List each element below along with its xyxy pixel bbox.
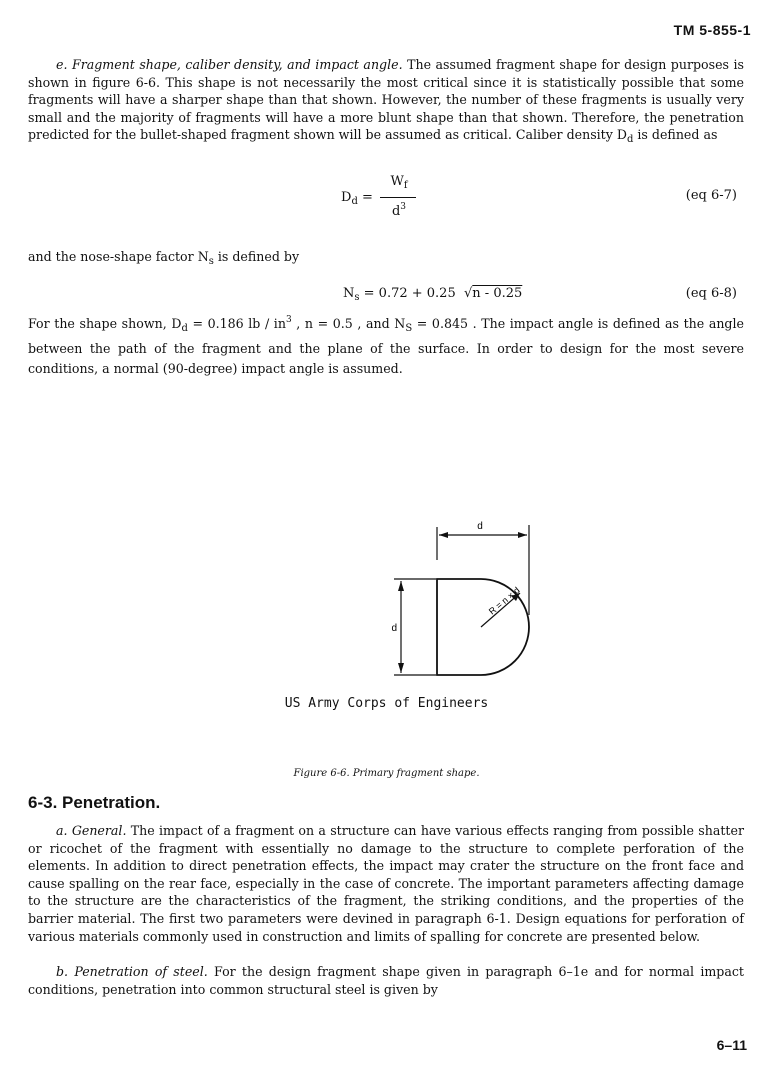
radical-sign: √ xyxy=(464,286,473,301)
top-dimension-label: d xyxy=(477,521,483,532)
paragraph-e-body: The assumed fragment shape for design purposes is shown in figure 6-6. This shape is not necessarily the most critical since it is statistically possible that some fragments will have a sharper shape than that shown. However, the number of these fragments is usually very small and the majority of fragments will have a more blunt shape than that shown. Therefore, the penetration predicted for the bullet-shaped fragment shown will be assumed as critical. Caliber density xyxy=(28,57,744,143)
eq-6-7-label: (eq 6-7) xyxy=(685,188,737,203)
paragraph-b xyxy=(28,963,744,998)
caliber-density-symbol: $D_d$ xyxy=(616,127,634,146)
paragraph-a-title: General. xyxy=(71,823,127,838)
fragment-shape-figure xyxy=(380,515,560,685)
fraction-bar xyxy=(380,197,416,198)
paragraph-e-title: Fragment shape, caliber density, and impact angle. xyxy=(71,57,403,72)
radicand: n - 0.25 xyxy=(472,286,523,301)
eq-6-7-denominator: $d^3$ xyxy=(391,202,407,219)
eq-6-7-numerator: $W_f$ xyxy=(390,174,408,191)
paragraph-b-label: b. xyxy=(56,964,69,979)
page-number: 6–11 xyxy=(716,1037,747,1053)
eq-6-8-label: (eq 6-8) xyxy=(685,286,737,301)
shape-paragraph: For the shape shown, $D_d = 0.186$ lb / $in^3$ , n = 0.5 , and $N_S = 0.845$ . The impact angle is defined as the angle between the path of the fragment and the plane of the surface. In order to design for the most severe conditions, a normal (90-degree) impact angle is assumed. xyxy=(28,315,744,376)
paragraph-a-body: The impact of a fragment on a structure can have various effects ranging from possible shatter or ricochet of the fragment with essentially no damage to the structure to complete perforation of the elements. In addition to direct penetration effects, the impact may crater the structure on the front face and cause spalling on the rear face, especially in the case of concrete. The important parameters affecting damage to the structure are the characteristics of the fragment, the striking conditions, and the properties of the barrier material. The first two parameters were devined in paragraph 6-1. Design equations for perforation of various materials commonly used in construction and limits of spalling for concrete are presented below. xyxy=(28,823,744,944)
side-dimension-label: d xyxy=(391,623,397,634)
eq-6-7-lhs: $D_d$ = xyxy=(341,190,373,207)
radius-label: R = n × d xyxy=(486,585,522,617)
paragraph-b-body: For the design fragment shape given in paragraph 6–1e and for normal impact conditions, penetration into common structural steel is given by xyxy=(28,964,744,997)
paragraph-e-tail: is defined as xyxy=(637,127,718,143)
figure-caption: Figure 6-6. Primary fragment shape. xyxy=(293,768,480,779)
paragraph-a-label: a. xyxy=(56,823,68,838)
paragraph-a xyxy=(28,822,744,945)
document-id: TM 5-855-1 xyxy=(673,22,751,38)
paragraph-e-label: e. xyxy=(56,57,68,72)
eq-6-8: $N_s = 0.72 + 0.25$ √n - 0.25 xyxy=(343,286,523,303)
nose-shape-text: and the nose-shape factor $N_s$ is defined by xyxy=(28,249,300,267)
paragraph-b-title: Penetration of steel. xyxy=(74,964,208,979)
section-heading: 6-3. Penetration. xyxy=(28,793,161,812)
figure-credit: US Army Corps of Engineers xyxy=(284,696,489,711)
paragraph-e xyxy=(28,56,744,149)
